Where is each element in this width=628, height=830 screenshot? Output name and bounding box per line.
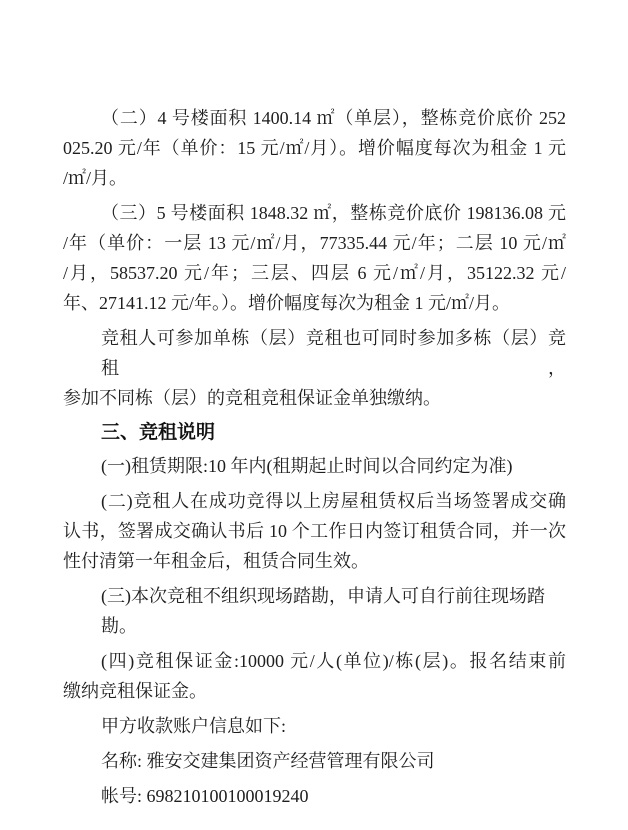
text-line: （三）5 号楼面积 1848.32 ㎡，整栋竞价底价 198136.08 元 [101, 203, 566, 223]
document-body [63, 103, 566, 816]
heading-text: 三、竞租说明 [101, 422, 216, 443]
paragraph [63, 198, 566, 318]
text-line: 年、27141.12 元/年。）。增价幅度每次为租金 1 元/㎡/月。 [63, 293, 511, 313]
text-line: /㎡/月。 [63, 168, 128, 188]
section-heading [63, 418, 566, 448]
paragraph [63, 486, 566, 576]
text-line: 参加不同栋（层）的竞租竞租保证金单独缴纳。 [63, 388, 441, 408]
text-line: （二）4 号楼面积 1400.14 ㎡（单层），整栋竞价底价 252 [101, 108, 566, 128]
paragraph [63, 103, 566, 193]
paragraph [63, 323, 566, 413]
paragraph [63, 711, 566, 741]
text-line: (四)竞租保证金:10000 元/人(单位)/栋(层)。报名结束前 [101, 651, 566, 671]
paragraph [63, 746, 566, 776]
paragraph [63, 451, 566, 481]
paragraph [63, 581, 566, 641]
text-line: 竞租人可参加单栋（层）竞租也可同时参加多栋（层）竞租， [101, 328, 566, 378]
text-line: 认书，签署成交确认书后 10 个工作日内签订租赁合同，并一次 [63, 521, 566, 541]
text-line: /年（单价：一层 13 元/㎡/月，77335.44 元/年；二层 10 元/㎡ [63, 233, 566, 253]
text-line: /月，58537.20 元/年；三层、四层 6 元/㎡/月，35122.32 元/ [63, 263, 566, 283]
paragraph [63, 781, 566, 811]
text-line: 名称: 雅安交建集团资产经营管理有限公司 [101, 751, 435, 771]
text-line: (二)竞租人在成功竞得以上房屋租赁权后当场签署成交确 [101, 491, 566, 511]
paragraph [63, 646, 566, 706]
text-line: 甲方收款账户信息如下: [101, 716, 286, 736]
text-line: (一)租赁期限:10 年内(租期起止时间以合同约定为准) [101, 456, 513, 476]
text-line: 缴纳竞租保证金。 [63, 681, 207, 701]
text-line: 帐号: 698210100100019240 [101, 786, 309, 806]
text-line: 性付清第一年租金后，租赁合同生效。 [63, 551, 369, 571]
text-line: 025.20 元/年（单价：15 元/㎡/月）。增价幅度每次为租金 1 元 [63, 138, 566, 158]
text-line: (三)本次竞租不组织现场踏勘，申请人可自行前往现场踏勘。 [101, 586, 545, 636]
